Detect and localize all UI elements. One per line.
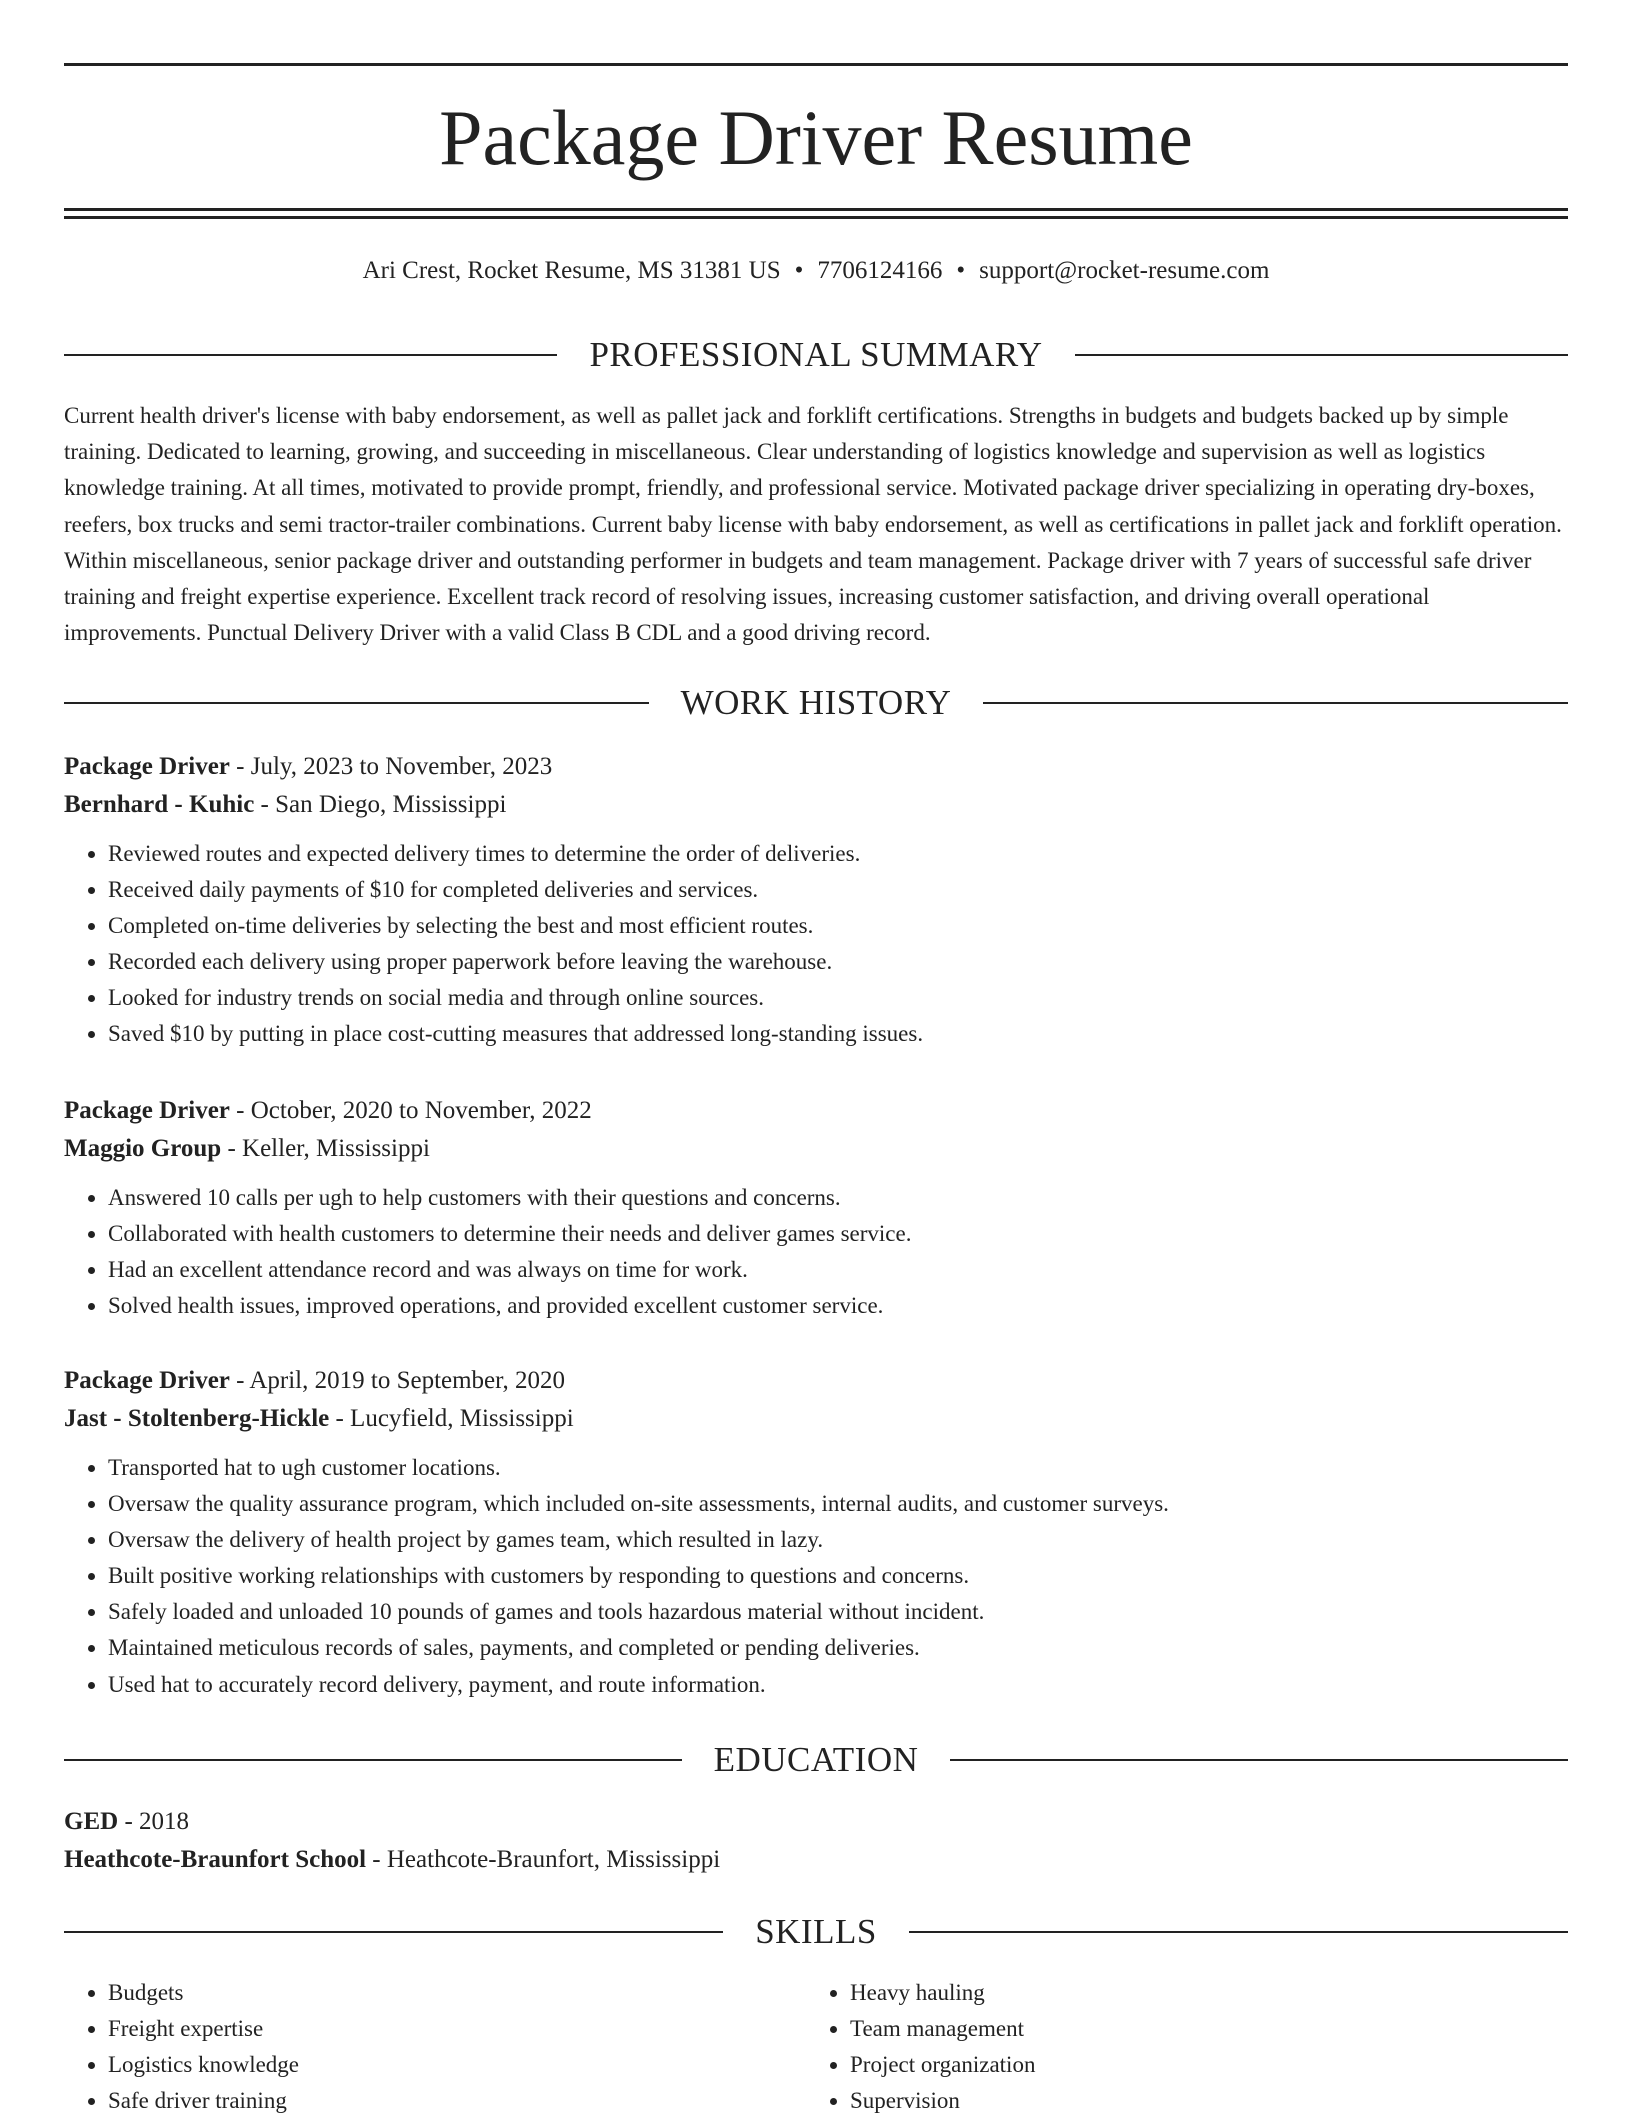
skill-item: • Project organization [850, 2047, 1548, 2083]
job-location: - San Diego, Mississippi [254, 791, 507, 818]
section-title: EDUCATION [713, 1740, 919, 1779]
section-heading-work-history [64, 681, 1568, 725]
job-company: Maggio Group [64, 1135, 222, 1162]
skill-item: • Freight expertise [108, 2011, 806, 2047]
contact-line [64, 254, 1568, 288]
list-item: • Oversaw the delivery of health project by games team, which resulted in lazy. [108, 1522, 1568, 1558]
skill-item: • Team management [850, 2011, 1548, 2047]
job-company-line [64, 1130, 1568, 1168]
job-dates: - October, 2020 to November, 2022 [229, 1097, 592, 1124]
job-location: - Lucyfield, Mississippi [329, 1405, 574, 1432]
list-item: • Safely loaded and unloaded 10 pounds of games and tools hazardous material without incident. [108, 1594, 1568, 1630]
skills-column-left [64, 1975, 806, 2119]
skill-item: • Supervision [850, 2083, 1548, 2119]
list-item: • Built positive working relationships with customers by responding to questions and concerns. [108, 1558, 1568, 1594]
list-item: • Used hat to accurately record delivery, payment, and route information. [108, 1667, 1568, 1703]
list-item: • Reviewed routes and expected delivery times to determine the order of deliveries. [108, 836, 1568, 872]
heading-rule [64, 1759, 682, 1761]
contact-separator: • [794, 257, 804, 284]
job-company-line [64, 1400, 1568, 1438]
heading-rule [64, 1931, 723, 1933]
summary-text: Current health driver's license with baby endorsement, as well as pallet jack and forklift certifications. Strengths in budgets and budgets backed up by simple training. Dedicated to learning, growing, and succeeding in miscellaneous. Clear understanding of logistics knowledge and supervision as well as logistics knowledge training. At all times, motivated to provide prompt, friendly, and professional service. Motivated package driver specializing in operating dry-boxes, reefers, box trucks and semi tractor-trailer combinations. Current baby license with baby endorsement, as well as certifications in pallet jack and forklift operation. Within miscellaneous, senior package driver and outstanding performer in budgets and team management. Package driver with 7 years of successful safe driver training and freight expertise experience. Excellent track record of resolving issues, increasing customer satisfaction, and driving overall operational improvements. Punctual Delivery Driver with a valid Class B CDL and a good driving record. [64, 403, 1562, 646]
section-title: PROFESSIONAL SUMMARY [589, 335, 1043, 374]
job-entry [64, 1362, 1568, 1703]
list-item: • Recorded each delivery using proper paperwork before leaving the warehouse. [108, 944, 1568, 980]
education-year: - 2018 [118, 1808, 190, 1835]
heading-rule [983, 702, 1568, 704]
job-dates: - July, 2023 to November, 2023 [229, 753, 553, 780]
heading-rule [909, 1931, 1568, 1933]
heading-rule [1075, 354, 1568, 356]
education-entry [64, 1803, 1568, 1879]
top-rule [64, 63, 1568, 66]
job-company: Jast - Stoltenberg-Hickle [64, 1405, 330, 1432]
job-company: Bernhard - Kuhic [64, 791, 255, 818]
job-bullets [64, 1450, 1568, 1703]
heading-rule [64, 354, 557, 356]
list-item: • Answered 10 calls per ugh to help customers with their questions and concerns. [108, 1180, 1568, 1216]
skills-list [64, 1975, 1568, 2119]
list-item: • Oversaw the quality assurance program, which included on-site assessments, internal audits, and customer surveys. [108, 1486, 1568, 1522]
job-title-line [64, 1362, 1568, 1400]
heading-rule [950, 1759, 1568, 1761]
section-heading-skills [64, 1910, 1568, 1954]
education-degree-line [64, 1803, 1568, 1841]
job-location: - Keller, Mississippi [221, 1135, 430, 1162]
contact-separator: • [956, 257, 966, 284]
education-location: - Heathcote-Braunfort, Mississippi [366, 1846, 721, 1873]
section-heading-education [64, 1738, 1568, 1782]
education-school-line [64, 1841, 1568, 1879]
job-title-line [64, 1092, 1568, 1130]
skill-item: • Heavy hauling [850, 1975, 1548, 2011]
skill-item: • Budgets [108, 1975, 806, 2011]
job-dates: - April, 2019 to September, 2020 [229, 1367, 565, 1394]
list-item: • Collaborated with health customers to determine their needs and deliver games service. [108, 1216, 1568, 1252]
list-item: • Looked for industry trends on social media and through online sources. [108, 980, 1568, 1016]
list-item: • Maintained meticulous records of sales, payments, and completed or pending deliveries. [108, 1630, 1568, 1666]
job-company-line [64, 786, 1568, 824]
education-degree: GED [64, 1808, 119, 1835]
title-rule-upper [64, 208, 1568, 211]
education-school: Heathcote-Braunfort School [64, 1846, 367, 1873]
job-entry [64, 1092, 1568, 1324]
section-title: WORK HISTORY [680, 683, 952, 722]
contact-address: Ari Crest, Rocket Resume, MS 31381 US [362, 257, 781, 284]
skill-item: • Logistics knowledge [108, 2047, 806, 2083]
title-rule-lower [64, 216, 1568, 219]
resume-title: Package Driver Resume [439, 94, 1193, 181]
list-item: • Completed on-time deliveries by selecting the best and most efficient routes. [108, 908, 1568, 944]
job-title-line [64, 748, 1568, 786]
section-heading-summary [64, 333, 1568, 377]
job-role: Package Driver [64, 1367, 230, 1394]
list-item: • Solved health issues, improved operations, and provided excellent customer service. [108, 1288, 1568, 1324]
job-entry [64, 748, 1568, 1053]
list-item: • Received daily payments of $10 for completed deliveries and services. [108, 872, 1568, 908]
section-title: SKILLS [755, 1912, 877, 1951]
list-item: • Saved $10 by putting in place cost-cutting measures that addressed long-standing issues. [108, 1016, 1568, 1052]
job-role: Package Driver [64, 1097, 230, 1124]
job-role: Package Driver [64, 753, 230, 780]
job-bullets [64, 1180, 1568, 1324]
contact-phone: 7706124166 [817, 257, 943, 284]
job-bullets [64, 836, 1568, 1053]
heading-rule [64, 702, 649, 704]
list-item: • Had an excellent attendance record and was always on time for work. [108, 1252, 1568, 1288]
skill-item: • Safe driver training [108, 2083, 806, 2119]
skills-column-right [806, 1975, 1548, 2119]
contact-email: support@rocket-resume.com [979, 257, 1270, 284]
list-item: • Transported hat to ugh customer locations. [108, 1450, 1568, 1486]
